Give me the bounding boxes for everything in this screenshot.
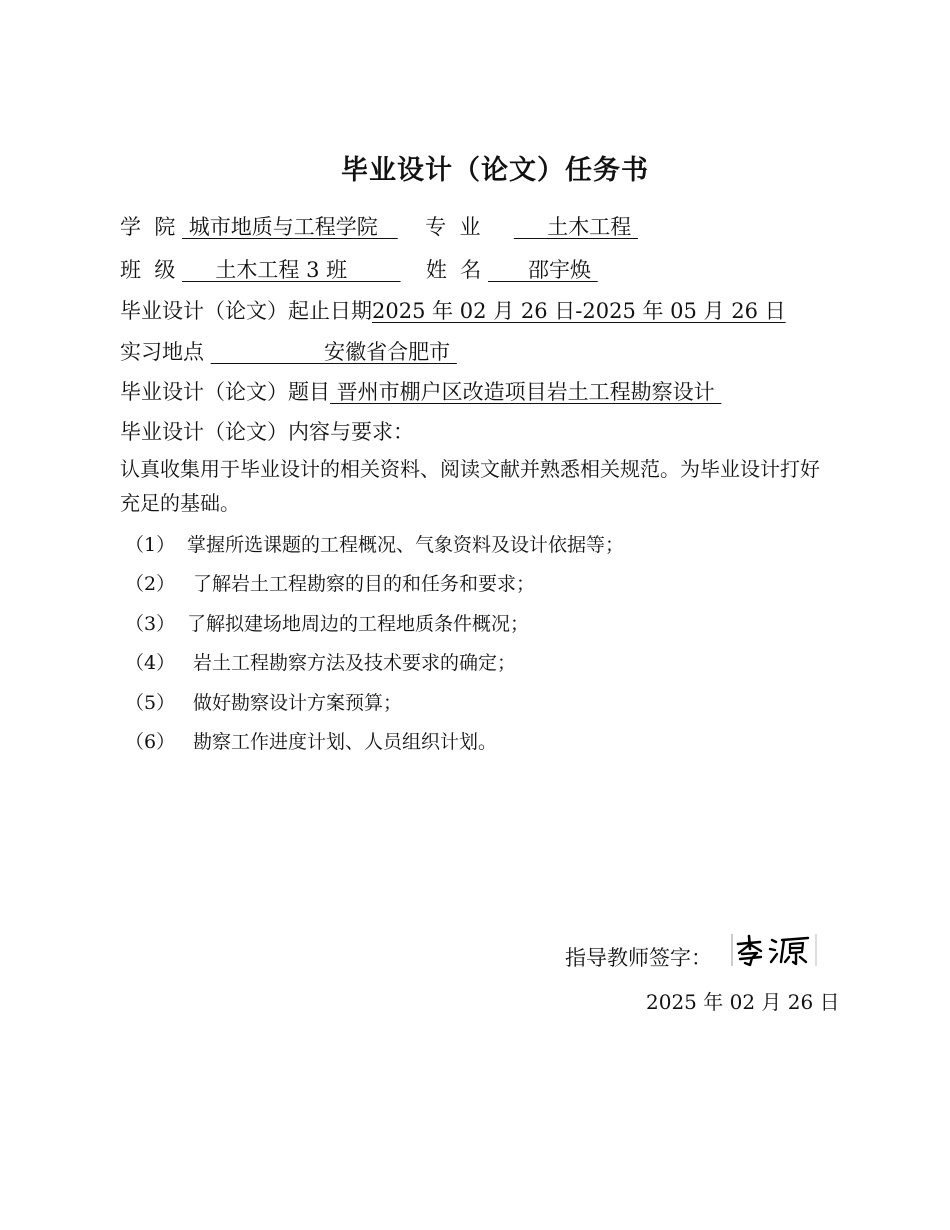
item-number: （5） <box>125 692 176 714</box>
handwritten-signature <box>730 932 818 968</box>
item-text: 岩土工程勘察方法及技术要求的确定； <box>187 652 517 674</box>
class-name-row <box>120 254 598 284</box>
item-text: 掌握所选课题的工程概况、气象资料及设计依据等； <box>187 534 625 556</box>
major-label: 专 业 <box>425 215 481 239</box>
college-label: 学 院 <box>120 215 176 239</box>
location-label: 实习地点 <box>120 340 204 364</box>
sign-date: 2025 年 02 月 26 日 <box>646 990 840 1014</box>
name-label: 姓 名 <box>425 258 482 282</box>
location-value: 安徽省合肥市 <box>210 340 457 364</box>
period-value: 2025 年 02 月 26 日-2025 年 05 月 26 日 <box>372 299 786 323</box>
item-number: （1） <box>125 534 176 556</box>
item-number: （2） <box>125 573 176 595</box>
requirement-item <box>125 609 529 636</box>
class-value: 土木工程 3 班 <box>182 258 401 282</box>
topic-value: 晋州市棚户区改造项目岩土工程勘察设计 <box>330 380 722 404</box>
requirement-item <box>125 569 535 596</box>
topic-label: 毕业设计（论文）题目 <box>120 380 330 404</box>
requirement-item <box>125 727 497 754</box>
location-row <box>120 336 457 366</box>
college-major-row <box>120 211 638 241</box>
item-text: 了解拟建场地周边的工程地质条件概况； <box>187 613 530 635</box>
major-value: 土木工程 <box>513 215 638 239</box>
intro-paragraph: 认真收集用于毕业设计的相关资料、阅读文献并熟悉相关规范。为毕业设计打好充足的基础。 <box>120 457 820 515</box>
content-heading: 毕业设计（论文）内容与要求： <box>120 420 414 444</box>
requirement-item <box>125 530 624 557</box>
requirement-item <box>125 688 402 715</box>
requirement-item <box>125 648 516 675</box>
topic-row <box>120 376 721 406</box>
name-value: 邵宇焕 <box>487 258 598 282</box>
advisor-signature-label: 指导教师签字： <box>565 946 712 970</box>
period-row <box>120 295 786 325</box>
item-text: 勘察工作进度计划、人员组织计划。 <box>187 731 498 753</box>
item-number: （3） <box>125 613 176 635</box>
college-value: 城市地质与工程学院 <box>182 215 398 239</box>
item-text: 了解岩土工程勘察的目的和任务和要求； <box>187 573 536 595</box>
period-label: 毕业设计（论文）起止日期 <box>120 299 372 323</box>
item-number: （4） <box>125 652 176 674</box>
item-number: （6） <box>125 731 176 753</box>
page-title: 毕业设计（论文）任务书 <box>341 155 649 186</box>
item-text: 做好勘察设计方案预算； <box>187 692 403 714</box>
class-label: 班 级 <box>120 258 176 282</box>
